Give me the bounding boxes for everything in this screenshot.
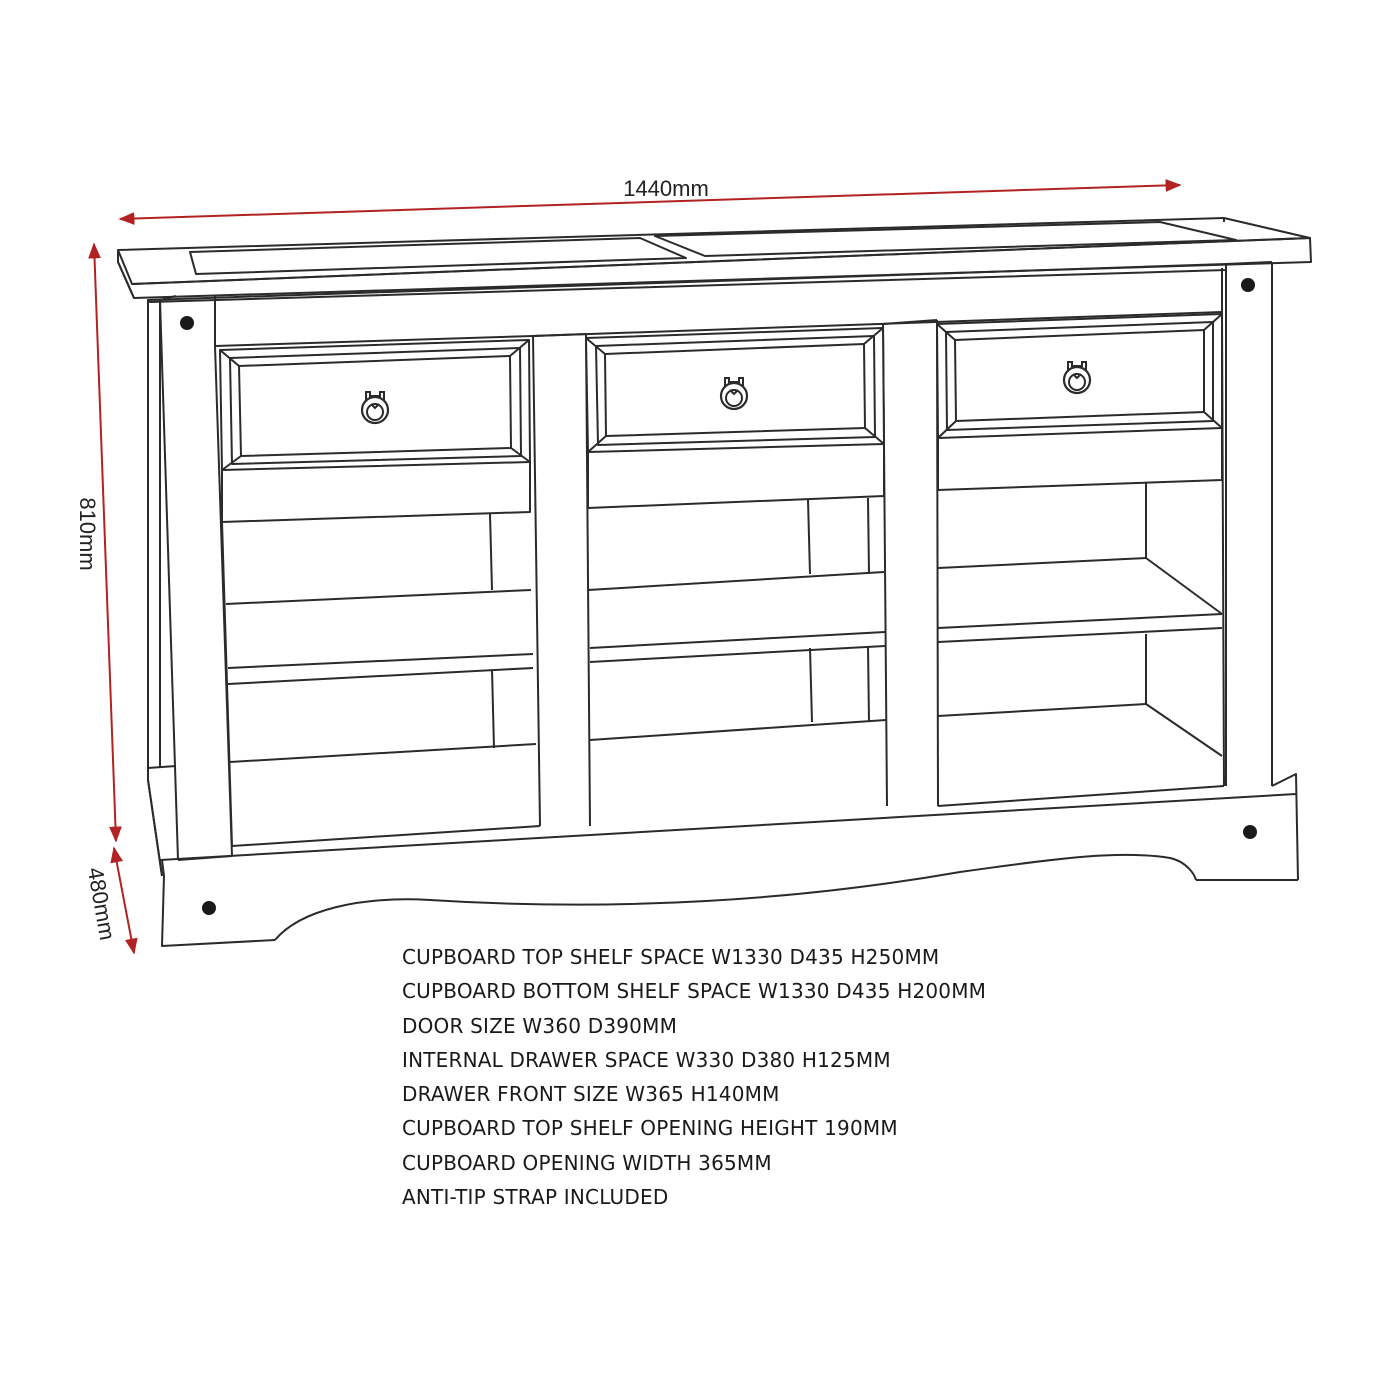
wood-knot-icon: [180, 316, 194, 330]
wood-knot-icon: [1243, 825, 1257, 839]
spec-item: CUPBOARD BOTTOM SHELF SPACE W1330 D435 H200MM: [402, 979, 987, 1004]
spec-item: INTERNAL DRAWER SPACE W330 D380 H125MM: [402, 1047, 891, 1072]
right-compartment: [938, 482, 1224, 806]
spec-item: CUPBOARD TOP SHELF OPENING HEIGHT 190MM: [402, 1116, 898, 1141]
wood-knot-icon: [202, 901, 216, 915]
sideboard-outline: [118, 218, 1311, 946]
depth-label: 480mm: [82, 865, 121, 942]
spec-item: ANTI-TIP STRAP INCLUDED: [402, 1185, 669, 1210]
middle-compartment: [588, 498, 886, 740]
height-label: 810mm: [75, 497, 100, 571]
spec-item: DOOR SIZE W360 D390MM: [402, 1013, 678, 1038]
spec-item: CUPBOARD OPENING WIDTH 365MM: [402, 1150, 772, 1175]
spec-item: CUPBOARD TOP SHELF SPACE W1330 D435 H250MM: [402, 945, 940, 969]
spec-item: DRAWER FRONT SIZE W365 H140MM: [402, 1082, 780, 1107]
width-label: 1440mm: [623, 176, 709, 201]
wood-knot-icon: [1241, 278, 1255, 292]
spec-list: [402, 940, 986, 1214]
dimension-lines: [94, 185, 1180, 953]
left-compartment: [222, 514, 540, 846]
